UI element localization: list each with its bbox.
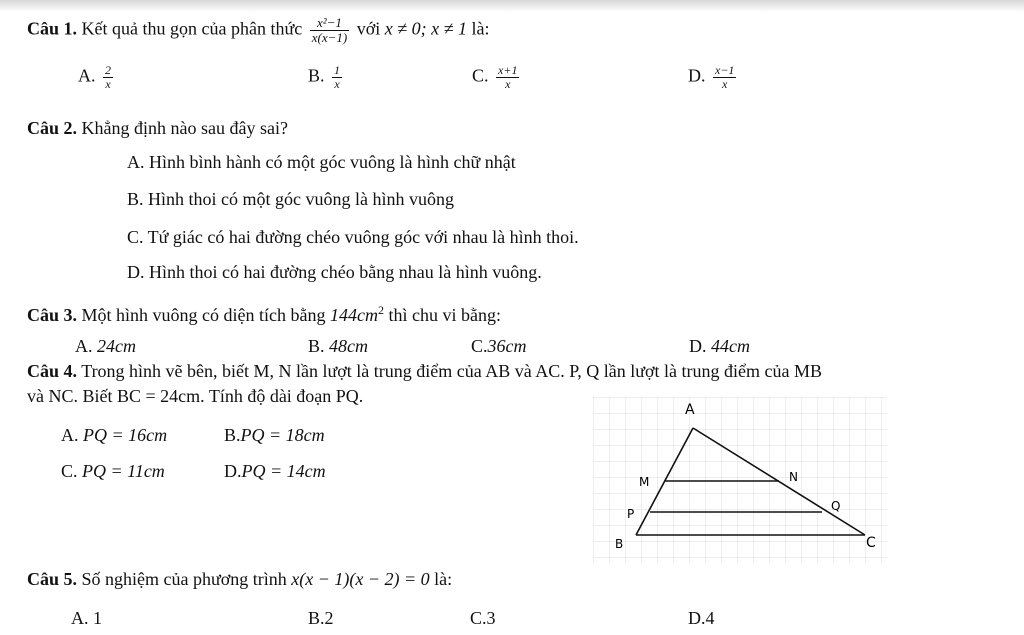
q4-option-d (224, 460, 326, 482)
grid-background (593, 397, 887, 563)
question-5-text: Số nghiệm của phương trình (81, 569, 287, 589)
option-value: 24cm (97, 336, 136, 356)
fraction-denominator: x (105, 77, 111, 91)
q1-option-c (472, 64, 522, 91)
label-p: P (627, 507, 635, 521)
question-1-fraction (310, 16, 349, 45)
option-value: PQ = 16cm (83, 425, 168, 445)
q4-option-c (61, 460, 165, 482)
q2-option-b: B. Hình thoi có một góc vuông là hình vuông (127, 189, 454, 209)
q1-option-b (308, 64, 345, 91)
question-2 (27, 117, 288, 139)
option-letter: D. (224, 461, 242, 481)
q5-option-b: B.2 (308, 608, 334, 628)
option-value: 36cm (487, 336, 527, 356)
fraction-numerator: 2 (105, 63, 111, 77)
option-value: 48cm (329, 336, 369, 356)
question-4 (27, 360, 822, 382)
question-1-end: là: (471, 18, 490, 39)
q5-option-a: A. 1 (71, 608, 102, 628)
question-1-label: Câu 1. (27, 18, 78, 39)
q1-option-d (688, 64, 739, 91)
label-a: A (685, 402, 695, 418)
area-value: 144cm (329, 305, 378, 325)
area-exponent: 2 (377, 303, 384, 317)
option-letter: C. (61, 461, 78, 481)
q5-option-c: C.3 (470, 608, 496, 628)
question-2-text: Khẳng định nào sau đây sai? (81, 118, 288, 138)
option-fraction (713, 64, 736, 91)
question-1-text: Kết quả thu gọn của phân thức (81, 18, 303, 39)
question-3-end: thì chu vi bằng: (388, 305, 501, 325)
fraction-denominator: x(x−1) (311, 30, 348, 45)
option-letter: B. (308, 65, 325, 86)
question-3 (27, 299, 501, 326)
option-letter: C. (472, 65, 489, 86)
question-5-label: Câu 5. (27, 569, 78, 589)
label-n: N (789, 470, 798, 484)
fraction-numerator: 1 (334, 63, 341, 77)
window-top-shadow (0, 0, 1024, 12)
option-value: 44cm (711, 336, 750, 356)
q1-option-a (78, 64, 116, 91)
q4-option-b (224, 424, 325, 446)
option-letter: B. (224, 425, 241, 445)
option-letter: D. (688, 65, 706, 86)
option-letter: A. (75, 336, 93, 356)
option-letter: A. (78, 65, 96, 86)
q2-option-c: C. Tứ giác có hai đường chéo vuông góc với nhau là hình thoi. (127, 227, 579, 247)
option-fraction (496, 64, 519, 91)
q3-option-a (75, 335, 136, 357)
option-value: PQ = 11cm (82, 461, 165, 481)
q5-option-d: D.4 (688, 608, 715, 628)
question-5 (27, 568, 452, 590)
label-q: Q (831, 499, 841, 513)
question-3-text: Một hình vuông có diện tích bằng (81, 305, 326, 325)
question-4-label: Câu 4. (27, 361, 78, 381)
triangle-figure (593, 397, 887, 563)
question-1-condition: x ≠ 0; x ≠ 1 (384, 18, 467, 39)
question-2-label: Câu 2. (27, 118, 78, 138)
label-b: B (615, 537, 624, 551)
q3-option-c (471, 335, 527, 357)
q4-option-a (61, 424, 167, 446)
option-letter: C. (471, 336, 488, 356)
q3-option-d (689, 335, 750, 357)
label-m: M (639, 475, 650, 489)
q3-option-b (308, 335, 368, 357)
question-1-with: với (356, 18, 381, 39)
fraction-denominator: x (722, 77, 728, 91)
fraction-numerator: x−1 (715, 63, 735, 77)
fraction-denominator: x (334, 77, 340, 91)
option-letter: A. (61, 425, 79, 445)
question-5-end: là: (434, 569, 453, 589)
option-value: PQ = 14cm (241, 461, 326, 481)
option-letter: D. (689, 336, 707, 356)
question-3-label: Câu 3. (27, 305, 78, 325)
fraction-denominator: x (505, 77, 511, 91)
fraction-numerator: x+1 (498, 63, 518, 77)
q2-option-a: A. Hình bình hành có một góc vuông là hình chữ nhật (127, 152, 516, 172)
question-1 (27, 16, 489, 45)
fraction-numerator: x²−1 (310, 16, 349, 31)
option-fraction (332, 64, 342, 91)
label-c: C (866, 535, 876, 551)
option-fraction (103, 64, 113, 91)
option-letter: B. (308, 336, 325, 356)
option-value: PQ = 18cm (240, 425, 325, 445)
question-4-line-2: và NC. Biết BC = 24cm. Tính độ dài đoạn PQ. (27, 386, 364, 406)
equation: x(x − 1)(x − 2) = 0 (291, 569, 430, 589)
q2-option-d: D. Hình thoi có hai đường chéo bằng nhau là hình vuông. (127, 262, 542, 282)
question-4-line-1: Trong hình vẽ bên, biết M, N lần lượt là trung điểm của AB và AC. P, Q lần lượt là trung điểm của MB (81, 361, 823, 381)
